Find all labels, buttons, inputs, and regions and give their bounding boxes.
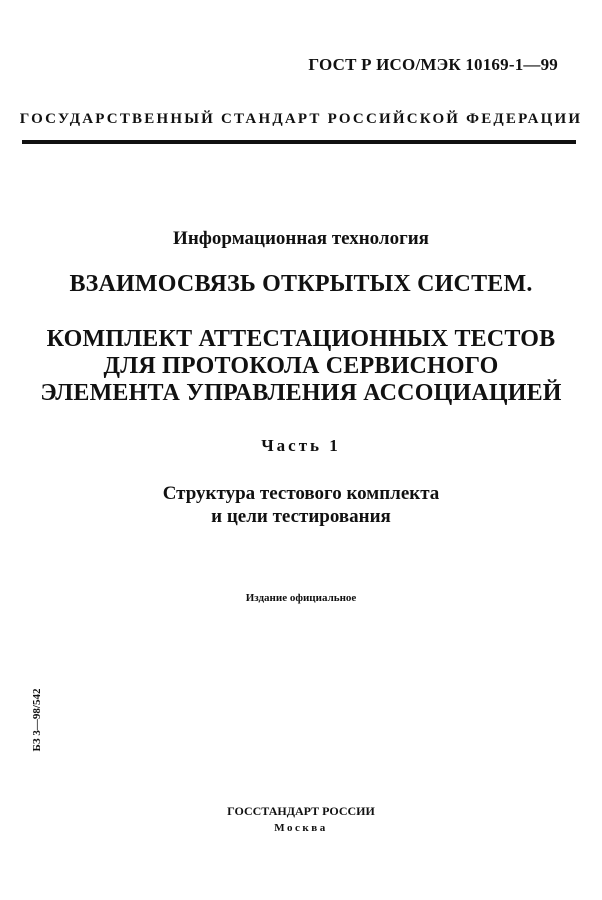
side-code: БЗ 3—98/542	[31, 688, 43, 752]
publisher-name: ГОССТАНДАРТ РОССИИ	[227, 804, 375, 818]
subject-heading: Информационная технология	[173, 228, 429, 249]
standard-code: ГОСТ Р ИСО/МЭК 10169-1—99	[308, 55, 558, 74]
title-subtitle	[0, 326, 602, 407]
part-label: Часть 1	[261, 436, 341, 455]
publication-city: Москва	[274, 822, 328, 834]
edition-label: Издание официальное	[245, 592, 357, 604]
header-rule	[22, 140, 576, 144]
title-line: ЭЛЕМЕНТА УПРАВЛЕНИЯ АССОЦИАЦИЕЙ	[40, 380, 562, 406]
document-header: ГОСУДАРСТВЕННЫЙ СТАНДАРТ РОССИЙСКОЙ ФЕДЕРАЦИИ	[19, 111, 583, 127]
title-line: КОМПЛЕКТ АТТЕСТАЦИОННЫХ ТЕСТОВ	[46, 326, 556, 352]
part-title	[0, 482, 602, 528]
part-title-line: Структура тестового комплекта	[162, 483, 440, 504]
part-title-line: и цели тестирования	[211, 506, 391, 527]
title-line: ДЛЯ ПРОТОКОЛА СЕРВИСНОГО	[103, 353, 499, 379]
main-title: ВЗАИМОСВЯЗЬ ОТКРЫТЫХ СИСТЕМ.	[69, 271, 533, 297]
